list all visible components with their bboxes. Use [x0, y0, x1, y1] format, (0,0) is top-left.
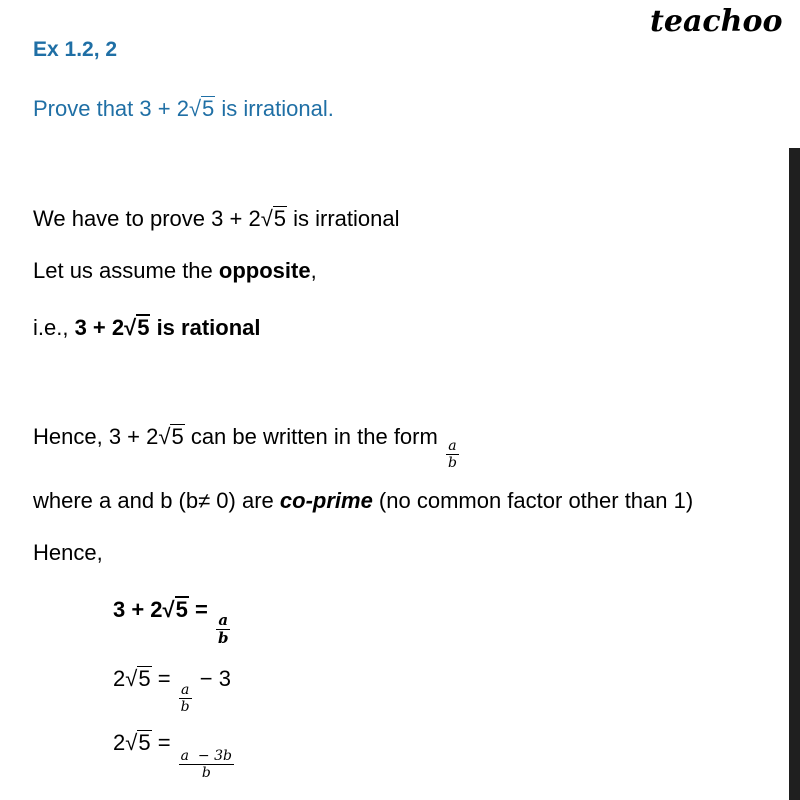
line-5-suffix: (no common factor other than 1) [372, 488, 694, 513]
sqrt-symbol: √5 [162, 597, 188, 622]
proof-line-2 [33, 260, 317, 282]
line-1-suffix: is irrational [287, 206, 400, 231]
equation-1: 3 + 2√5 = $\frac{a}{b}$ [113, 597, 229, 648]
fraction-a-over-b: $\frac{a}{b}$ [180, 682, 190, 716]
proof-line-1 [33, 206, 400, 230]
proof-line-3 [33, 314, 261, 339]
fraction-a-over-b-bold: $\frac{a}{b}$ [217, 611, 229, 648]
sqrt-symbol: √5 [158, 424, 184, 449]
proof-line-5 [33, 490, 693, 512]
line-6-text: Hence, [33, 540, 103, 565]
question-suffix: is irrational. [215, 96, 334, 121]
teachoo-logo: teachoo [650, 4, 783, 39]
line-1-prefix: We have to prove 3 + 2 [33, 206, 261, 231]
assumption-statement: 3 + 2√5 is rational [74, 315, 261, 340]
line-3-prefix: i.e., [33, 315, 75, 340]
proof-line-6 [33, 542, 103, 564]
question-prefix: Prove that 3 + 2 [33, 96, 189, 121]
sqrt-symbol: √5 [188, 96, 215, 121]
equation-2: 2√5 = $\frac{a}{b}$ − 3 [113, 666, 231, 716]
right-edge-bar [789, 148, 800, 800]
sqrt-symbol: √5 [260, 206, 287, 231]
fraction-a-minus-3b-over-b: $\frac{a - 3b}{b}$ [180, 748, 232, 782]
co-prime-emphasis: co-prime [279, 488, 373, 513]
sqrt-symbol: √5 [124, 315, 150, 340]
sqrt-symbol: √5 [125, 730, 151, 755]
line-2-prefix: Let us assume the [33, 258, 219, 283]
exercise-heading: Ex 1.2, 2 [33, 38, 118, 61]
opposite-emphasis: opposite [218, 258, 311, 283]
line-5-prefix: where a and b (b≠ 0) are [33, 488, 280, 513]
sqrt-symbol: √5 [125, 666, 151, 691]
line-2-suffix: , [310, 258, 317, 283]
line-4-middle: can be written in the form [184, 424, 444, 449]
fraction-a-over-b: $\frac{a}{b}$ [447, 438, 457, 472]
question-text [33, 96, 334, 120]
proof-line-4 [33, 424, 461, 472]
equation-3: 2√5 = $\frac{a - 3b}{b}$ [113, 730, 232, 782]
line-4-prefix: Hence, 3 + 2 [33, 424, 159, 449]
